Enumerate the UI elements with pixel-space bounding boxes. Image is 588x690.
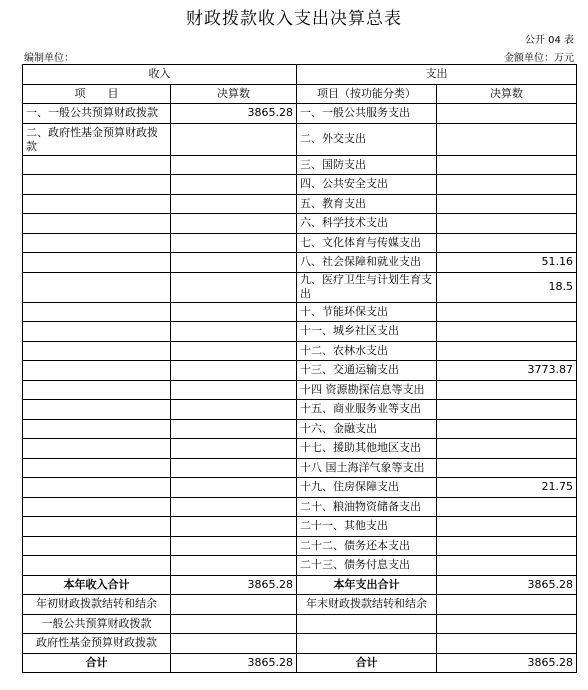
expense-label: 八、社会保障和就业支出 — [297, 253, 437, 273]
expense-header: 支出 — [297, 65, 577, 85]
begin-balance-label: 年初财政拨款结转和结余 — [23, 595, 171, 615]
expense-label: 二十一、其他支出 — [297, 517, 437, 537]
grand-total-value-right: 3865.28 — [437, 653, 577, 673]
table-row — [23, 439, 577, 459]
table-row — [23, 497, 577, 517]
expense-label: 十六、金融支出 — [297, 419, 437, 439]
expense-value — [437, 214, 577, 234]
expense-value — [437, 233, 577, 253]
grand-total-row — [23, 653, 577, 673]
table-row — [23, 478, 577, 498]
income-header: 收入 — [23, 65, 297, 85]
expense-value — [437, 400, 577, 420]
expense-label: 二十、粮油物资储备支出 — [297, 497, 437, 517]
expense-label: 十一、城乡社区支出 — [297, 322, 437, 342]
expense-label: 三、国防支出 — [297, 155, 437, 175]
expense-value: 3773.87 — [437, 361, 577, 381]
expense-label: 七、文化体育与传媒支出 — [297, 233, 437, 253]
table-row — [23, 272, 577, 302]
expense-value: 21.75 — [437, 478, 577, 498]
header-row-top — [23, 65, 577, 85]
expense-total-value: 3865.28 — [437, 575, 577, 595]
expense-label: 二十三、债务付息支出 — [297, 556, 437, 576]
expense-value — [437, 194, 577, 214]
table-row — [23, 214, 577, 234]
expense-label: 二十二、债务还本支出 — [297, 536, 437, 556]
expense-value — [437, 302, 577, 322]
expense-value: 18.5 — [437, 272, 577, 302]
balance-row — [23, 595, 577, 615]
header-row-sub — [23, 84, 577, 104]
table-row — [23, 400, 577, 420]
end-balance-label: 年末财政拨款结转和结余 — [297, 595, 437, 615]
expense-label: 十四 资源勘探信息等支出 — [297, 380, 437, 400]
expense-label: 十三、交通运输支出 — [297, 361, 437, 381]
general-budget-row — [23, 614, 577, 634]
expense-value — [437, 380, 577, 400]
table-row — [23, 322, 577, 342]
income-label: 二、政府性基金预算财政拨款 — [23, 123, 171, 155]
expense-value — [437, 123, 577, 155]
income-amount-header: 决算数 — [171, 84, 297, 104]
table-row — [23, 123, 577, 155]
grand-total-label-left: 合计 — [23, 653, 171, 673]
expense-value — [437, 341, 577, 361]
fund-budget-label: 政府性基金预算财政拨款 — [23, 634, 171, 654]
expense-label: 十九、住房保障支出 — [297, 478, 437, 498]
table-row — [23, 104, 577, 124]
expense-label: 十、节能环保支出 — [297, 302, 437, 322]
expense-label: 十五、商业服务业等支出 — [297, 400, 437, 420]
expense-label: 二、外交支出 — [297, 123, 437, 155]
expense-value — [437, 458, 577, 478]
table-row — [23, 380, 577, 400]
income-value — [171, 123, 297, 155]
income-label: 一、一般公共预算财政拨款 — [23, 104, 171, 124]
expense-total-label: 本年支出合计 — [297, 575, 437, 595]
expense-item-header: 项目（按功能分类） — [297, 84, 437, 104]
expense-value — [437, 556, 577, 576]
income-value: 3865.28 — [171, 104, 297, 124]
general-budget-label: 一般公共预算财政拨款 — [23, 614, 171, 634]
expense-label: 十七、援助其他地区支出 — [297, 439, 437, 459]
page-title: 财政拨款收入支出决算总表 — [186, 9, 402, 29]
expense-value — [437, 175, 577, 195]
income-total-label: 本年收入合计 — [23, 575, 171, 595]
expense-value — [437, 322, 577, 342]
form-code: 公开 04 表 — [524, 35, 574, 46]
expense-value — [437, 155, 577, 175]
expense-value — [437, 536, 577, 556]
expense-label: 五、教育支出 — [297, 194, 437, 214]
unit-label: 金额单位：万元 — [504, 53, 574, 64]
grand-total-label-right: 合计 — [297, 653, 437, 673]
fund-budget-row — [23, 634, 577, 654]
expense-value — [437, 419, 577, 439]
table-row — [23, 536, 577, 556]
income-total-value: 3865.28 — [171, 575, 297, 595]
org-label: 编制单位： — [24, 53, 74, 64]
grand-total-value-left: 3865.28 — [171, 653, 297, 673]
expense-value: 51.16 — [437, 253, 577, 273]
table-row — [23, 361, 577, 381]
expense-label: 一、一般公共服务支出 — [297, 104, 437, 124]
expense-label: 九、医疗卫生与计划生育支出 — [297, 272, 437, 302]
table-row — [23, 419, 577, 439]
table-row — [23, 155, 577, 175]
budget-table — [22, 64, 577, 673]
expense-value — [437, 517, 577, 537]
table-row — [23, 556, 577, 576]
expense-label: 十二、农林水支出 — [297, 341, 437, 361]
table-row — [23, 341, 577, 361]
expense-label: 四、公共安全支出 — [297, 175, 437, 195]
table-row — [23, 253, 577, 273]
table-row — [23, 194, 577, 214]
table-row — [23, 302, 577, 322]
table-row — [23, 517, 577, 537]
expense-value — [437, 439, 577, 459]
expense-value — [437, 104, 577, 124]
expense-amount-header: 决算数 — [437, 84, 577, 104]
income-item-header: 项 目 — [23, 84, 171, 104]
table-row — [23, 233, 577, 253]
expense-value — [437, 497, 577, 517]
expense-label: 六、科学技术支出 — [297, 214, 437, 234]
table-row — [23, 175, 577, 195]
expense-label: 十八 国土海洋气象等支出 — [297, 458, 437, 478]
table-row — [23, 458, 577, 478]
annual-total-row — [23, 575, 577, 595]
